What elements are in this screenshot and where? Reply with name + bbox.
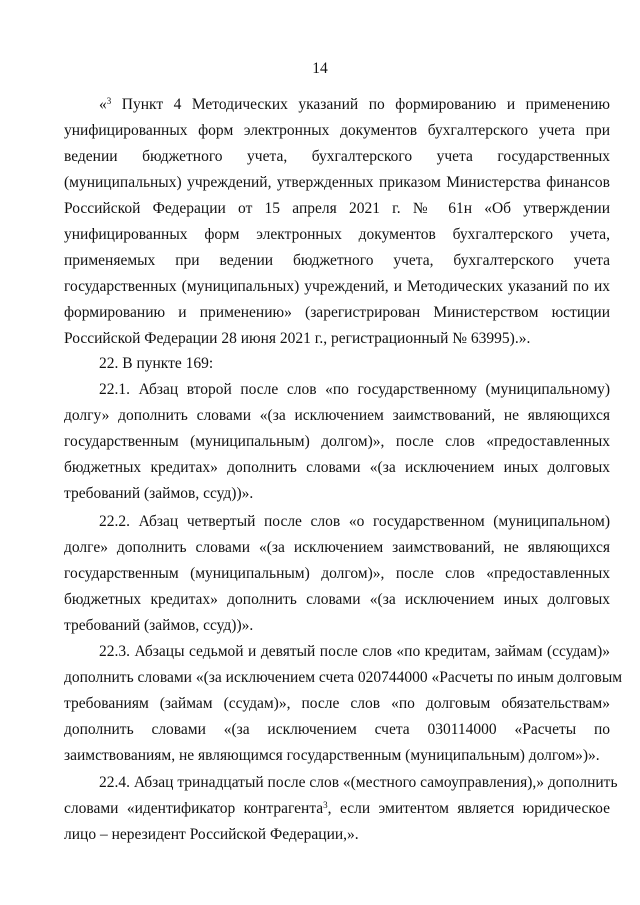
paragraph-line: унифицированных форм электронных документов бухгалтерского учета при <box>64 122 610 139</box>
paragraph-line: лицо – нерезидент Российской Федерации,». <box>64 826 359 843</box>
paragraph-line: требований (займов, ссуд))». <box>64 485 254 502</box>
paragraph-line: требований (займов, ссуд))». <box>64 617 254 634</box>
paragraph-line: Российской Федерации 28 июня 2021 г., регистрационный № 63995).». <box>64 330 531 347</box>
paragraph-line: государственным (муниципальным) долгом)», после слов «предоставленных <box>64 565 610 582</box>
paragraph-line: долге» дополнить словами «(за исключением заимствований, не являющихся <box>64 539 610 556</box>
paragraph-line: бюджетных кредитах» дополнить словами «(за исключением иных долговых <box>64 459 610 476</box>
paragraph-line: 22.3. Абзацы седьмой и девятый после слов «по кредитам, займам (ссудам)» <box>99 643 610 660</box>
paragraph-line: «$^3$ Пункт 4 Методических указаний по формированию и применению <box>99 96 610 113</box>
paragraph-line: формированию и применению» (зарегистрирован Министерством юстиции <box>64 304 610 321</box>
page-number: 14 <box>312 60 328 77</box>
paragraph-line: государственным (муниципальным) долгом)», после слов «предоставленных <box>64 433 610 450</box>
paragraph-line: (муниципальных) учреждений, утвержденных приказом Министерства финансов <box>64 174 610 191</box>
paragraph-line: 22.4. Абзац тринадцатый после слов «(местного самоуправления),» дополнить <box>99 774 618 791</box>
paragraph-line: заимствованиям, не являющимся государственным (муниципальным) долгом»)». <box>64 747 600 764</box>
section-heading: 22. В пункте 169: <box>99 355 214 372</box>
paragraph-line: долгу» дополнить словами «(за исключением заимствований, не являющихся <box>64 407 610 424</box>
paragraph-line: дополнить словами «(за исключением счета 030114000 «Расчеты по <box>64 721 610 738</box>
paragraph-line: ведении бюджетного учета, бухгалтерского учета государственных <box>64 148 610 165</box>
paragraph-line: бюджетных кредитах» дополнить словами «(за исключением иных долговых <box>64 591 610 608</box>
paragraph-line: словами «идентификатор контрагента$^3$, если эмитентом является юридическое <box>64 800 610 817</box>
footnote-ref: 3 <box>323 800 328 810</box>
footnote-ref: 3 <box>106 96 112 106</box>
paragraph-line: применяемых при ведении бюджетного учета, бухгалтерского учета <box>64 252 610 269</box>
paragraph-line: государственных (муниципальных) учреждений, и Методических указаний по их <box>64 278 610 295</box>
paragraph-line: Российской Федерации от 15 апреля 2021 г. № 61н «Об утверждении <box>64 200 610 217</box>
paragraph-line: 22.1. Абзац второй после слов «по государственному (муниципальному) <box>99 381 610 398</box>
paragraph-line: дополнить словами «(за исключением счета 020744000 «Расчеты по иным долговым <box>64 669 623 686</box>
paragraph-line: 22.2. Абзац четвертый после слов «о государственном (муниципальном) <box>99 513 610 530</box>
paragraph-line: унифицированных форм электронных документов бухгалтерского учета, <box>64 226 610 243</box>
paragraph-line: требованиям (займам (ссудам)», после слов «по долговым обязательствам» <box>64 695 610 712</box>
